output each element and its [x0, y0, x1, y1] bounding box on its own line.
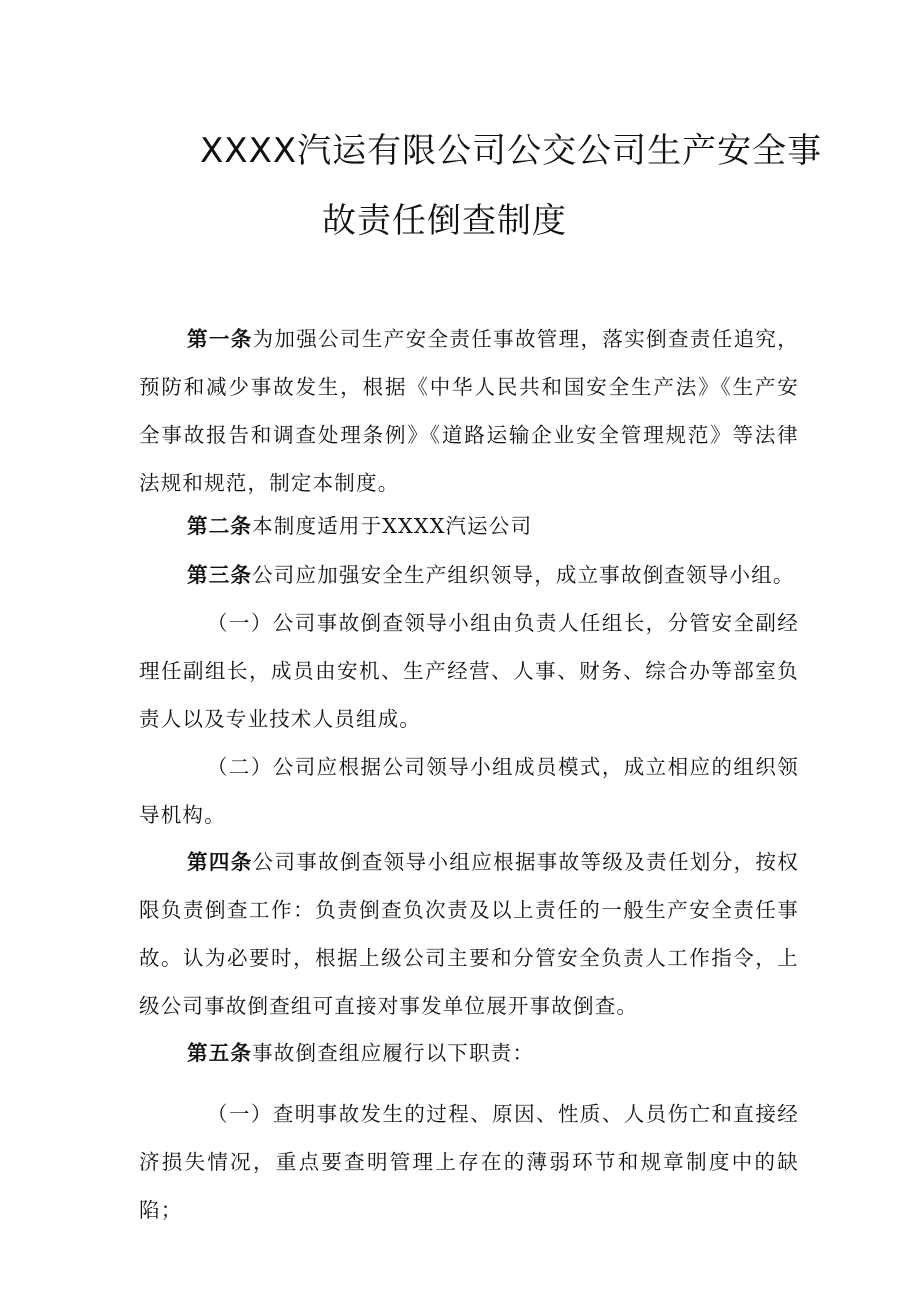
article-label: 第一条: [187, 327, 253, 351]
article-label: 第四条: [187, 850, 253, 874]
article-text: 为加强公司生产安全责任事故管理，落实倒查责任追究，预防和减少事故发生，根据《中华人民共和国安全生产法》《生产安全事故报告和调查处理条例》《道路运输企业安全管理规范》等法律法规和规范，制定本制度。: [139, 327, 799, 495]
document-title-line-2: 故责任倒查制度: [322, 201, 567, 241]
article-label: 第三条: [187, 563, 253, 587]
article-2: [139, 502, 799, 550]
article-text: 公司应加强安全生产组织领导，成立事故倒查领导小组。: [252, 563, 795, 587]
article-label: 第五条: [187, 1041, 253, 1065]
article-text: 本制度适用于XXXX汽运公司: [252, 514, 533, 538]
document-title-line-1: XXXX汽运有限公司公交公司生产安全事: [200, 131, 823, 171]
article-4: [139, 838, 799, 1030]
article-5-item-1: （一）查明事故发生的过程、原因、性质、人员伤亡和直接经济损失情况，重点要查明管理上存在的薄弱环节和规章制度中的缺陷；: [139, 1102, 799, 1222]
article-5: [139, 1029, 799, 1077]
article-3-item-2: （二）公司应根据公司领导小组成员模式，成立相应的组织领导机构。: [139, 755, 799, 827]
article-3: [139, 551, 799, 599]
article-3-item-1: （一）公司事故倒查领导小组由负责人任组长，分管安全副经理任副组长，成员由安机、生产经营、人事、财务、综合办等部室负责人以及专业技术人员组成。: [139, 611, 799, 731]
article-label: 第二条: [187, 514, 253, 538]
article-text: 公司事故倒查领导小组应根据事故等级及责任划分，按权限负责倒查工作：负责倒查负次责及以上责任的一般生产安全责任事故。认为必要时，根据上级公司主要和分管安全负责人工作指令，上级公司事故倒查组可直接对事发单位展开事故倒查。: [139, 850, 799, 1018]
article-1: [139, 315, 799, 507]
article-text: 事故倒查组应履行以下职责：: [252, 1041, 535, 1065]
